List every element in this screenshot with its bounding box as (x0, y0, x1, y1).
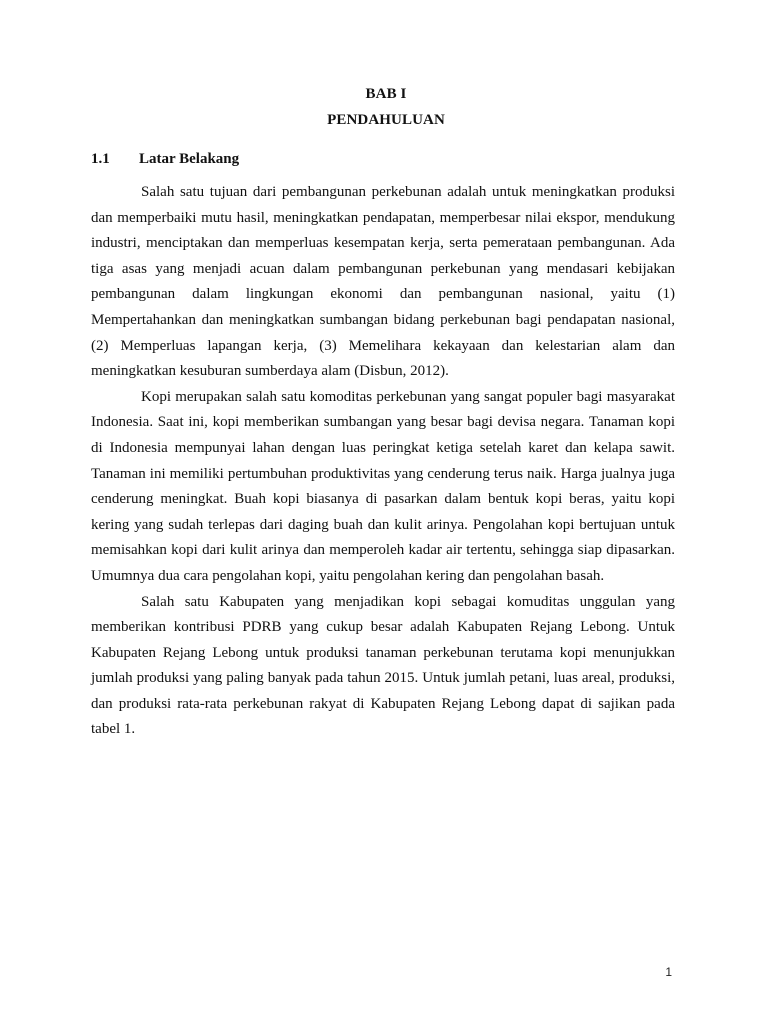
paragraph: Salah satu Kabupaten yang menjadikan kopi sebagai komuditas unggulan yang memberikan kontribusi PDRB yang cukup besar adalah Kabupaten Rejang Lebong. Untuk Kabupaten Rejang Lebong untuk produksi tanaman perkebunan terutama kopi menunjukkan jumlah produksi yang paling banyak pada tahun 2015. Untuk jumlah petani, luas areal, produksi, dan produksi rata-rata perkebunan rakyat di Kabupaten Rejang Lebong dapat di sajikan pada tabel 1. (91, 593, 675, 738)
chapter-title: PENDAHULUAN (327, 112, 445, 128)
body-text (91, 180, 675, 743)
page-number: 1 (665, 965, 672, 979)
paragraph: Kopi merupakan salah satu komoditas perkebunan yang sangat populer bagi masyarakat Indonesia. Saat ini, kopi memberikan sumbangan yang besar bagi devisa negara. Tanaman kopi di Indonesia mempunyai lahan dengan luas peringkat ketiga setelah karet dan kelapa sawit. Tanaman ini memiliki pertumbuhan produktivitas yang cenderung terus naik. Harga jualnya juga cenderung meningkat. Buah kopi biasanya di pasarkan dalam bentuk kopi beras, yaitu kopi kering yang sudah terlepas dari daging buah dan kulit arinya. Pengolahan kopi bertujuan untuk memisahkan kopi dari kulit arinya dan memperoleh kadar air tertentu, sehingga siap dipasarkan. Umumnya dua cara pengolahan kopi, yaitu pengolahan kering dan pengolahan basah. (91, 388, 675, 584)
paragraph: Salah satu tujuan dari pembangunan perkebunan adalah untuk meningkatkan produksi dan memperbaiki mutu hasil, meningkatkan pendapatan, memperbesar nilai ekspor, mendukung industri, menciptakan dan memperluas kesempatan kerja, serta pemerataan pembangunan. Ada tiga asas yang menjadi acuan dalam pembangunan perkebunan yang mendasari kebijakan pembangunan dalam lingkungan ekonomi dan pembangunan nasional, yaitu (1) Mempertahankan dan meningkatkan sumbangan bidang perkebunan bagi pendapatan nasional, (2) Memperluas lapangan kerja, (3) Memelihara kekayaan dan kelestarian alam dan meningkatkan kesuburan sumberdaya alam (Disbun, 2012). (91, 184, 675, 380)
chapter-number: BAB I (365, 86, 407, 102)
section-number: 1.1 (91, 151, 110, 167)
section-heading (91, 151, 239, 168)
section-title: Latar Belakang (139, 151, 240, 167)
